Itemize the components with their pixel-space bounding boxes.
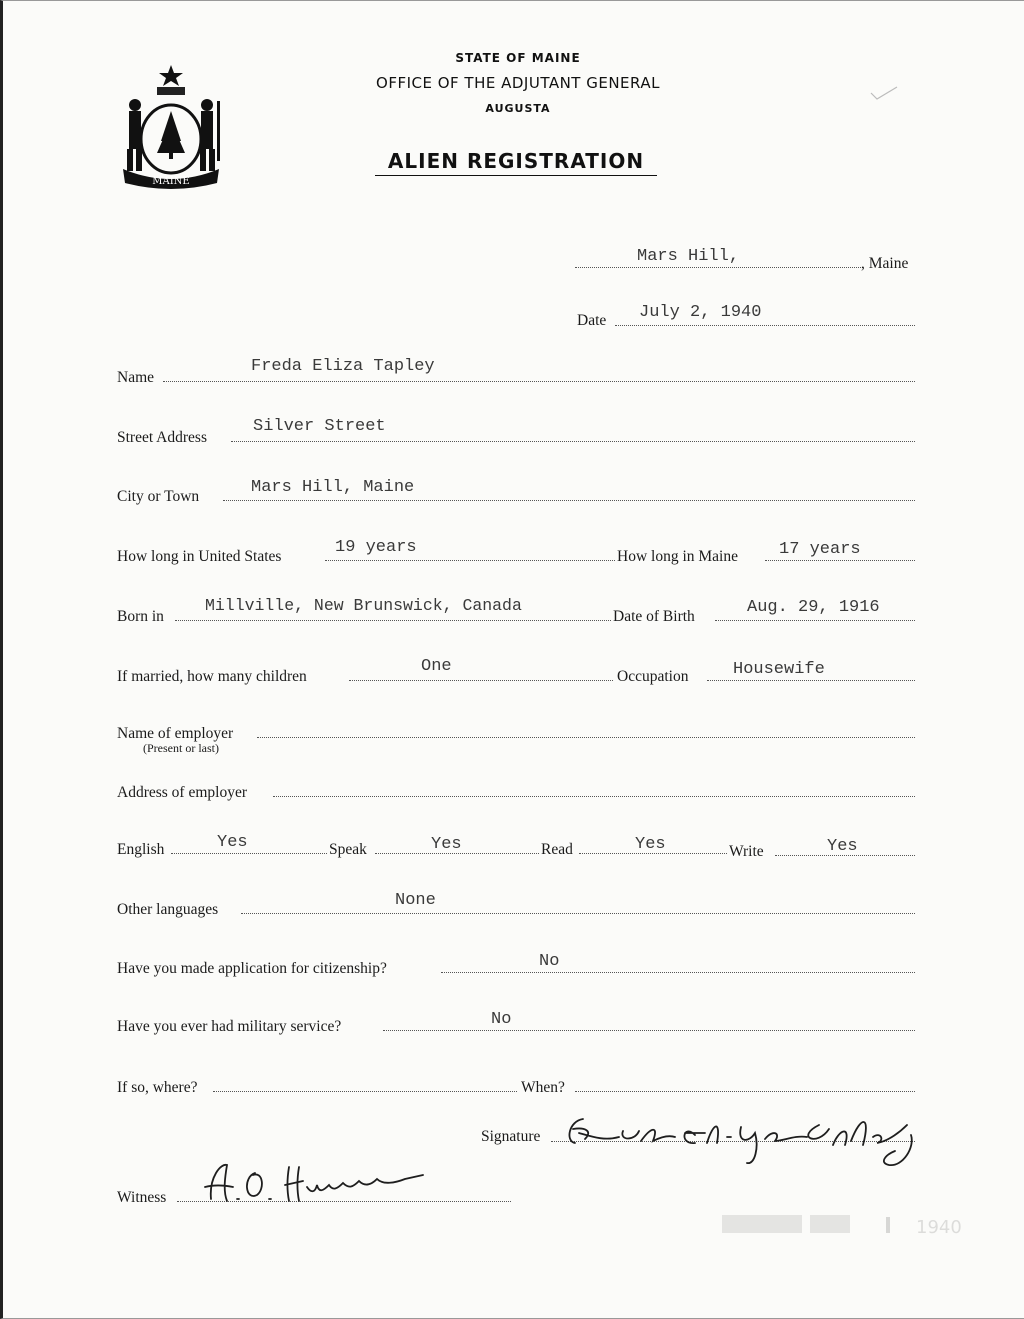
how-long-us-value[interactable]: 19 years (335, 538, 417, 557)
maine-state-seal-icon (113, 61, 229, 191)
where-line[interactable] (213, 1091, 517, 1092)
employer-name-label: Name of employer (117, 725, 234, 742)
date-line (615, 325, 915, 326)
children-value[interactable]: One (421, 657, 452, 676)
employer-address-line[interactable] (273, 796, 915, 797)
english-line (171, 853, 327, 854)
when-label: When? (521, 1079, 565, 1096)
date-label: Date (577, 312, 607, 329)
citizenship-line (441, 972, 915, 973)
date-value[interactable]: July 2, 1940 (639, 303, 762, 322)
speak-label: Speak (329, 841, 367, 858)
citizenship-value[interactable]: No (539, 952, 560, 971)
street-address-line (231, 441, 915, 442)
office-heading: OFFICE OF THE ADJUTANT GENERAL (376, 74, 660, 92)
how-long-us-label: How long in United States (117, 548, 282, 565)
name-label: Name (117, 369, 155, 386)
city-town-label: City or Town (117, 488, 200, 505)
stamp-year: 1940 (916, 1217, 962, 1238)
how-long-maine-label: How long in Maine (617, 548, 738, 565)
where-label: If so, where? (117, 1079, 198, 1096)
other-languages-line (241, 913, 915, 914)
children-label: If married, how many children (117, 668, 307, 685)
english-label: English (117, 841, 165, 858)
name-line (163, 381, 915, 382)
write-value[interactable]: Yes (827, 837, 858, 856)
witness-label: Witness (117, 1189, 167, 1206)
date-of-birth-value[interactable]: Aug. 29, 1916 (747, 598, 880, 617)
date-of-birth-label: Date of Birth (613, 608, 695, 625)
when-line[interactable] (575, 1091, 915, 1092)
other-languages-label: Other languages (117, 901, 219, 918)
state-heading: STATE OF MAINE (455, 51, 581, 65)
read-value[interactable]: Yes (635, 835, 666, 854)
citizenship-label: Have you made application for citizenship? (117, 960, 387, 977)
place-suffix-label: , Maine (861, 255, 909, 272)
occupation-line (707, 680, 915, 681)
military-service-value[interactable]: No (491, 1010, 512, 1029)
military-service-line (383, 1030, 915, 1031)
seal-banner-text: MAINE (152, 176, 190, 187)
occupation-label: Occupation (617, 668, 689, 685)
city-town-value[interactable]: Mars Hill, Maine (251, 478, 415, 497)
signature-label: Signature (481, 1128, 541, 1145)
born-in-label: Born in (117, 608, 164, 625)
how-long-maine-value[interactable]: 17 years (779, 540, 861, 559)
other-languages-value[interactable]: None (395, 891, 436, 910)
place-line (575, 267, 863, 268)
name-value[interactable]: Freda Eliza Tapley (251, 357, 435, 376)
military-service-label: Have you ever had military service? (117, 1018, 342, 1035)
place-value[interactable]: Mars Hill, (637, 247, 740, 266)
read-label: Read (541, 841, 573, 858)
form-title: ALIEN REGISTRATION (375, 149, 657, 176)
city-town-line (223, 500, 915, 501)
write-label: Write (729, 843, 764, 860)
city-heading: AUGUSTA (485, 102, 551, 115)
street-address-value[interactable]: Silver Street (253, 417, 386, 436)
applicant-signature (555, 1107, 925, 1177)
children-line (349, 680, 613, 681)
speak-value[interactable]: Yes (431, 835, 462, 854)
received-stamp (718, 1209, 968, 1239)
born-in-value[interactable]: Millville, New Brunswick, Canada (205, 596, 522, 615)
born-in-line (175, 620, 611, 621)
employer-name-line[interactable] (257, 737, 915, 738)
employer-address-label: Address of employer (117, 784, 247, 801)
occupation-value[interactable]: Housewife (733, 660, 825, 679)
witness-signature (199, 1157, 439, 1209)
english-value[interactable]: Yes (217, 833, 248, 852)
employer-name-note: (Present or last) (143, 741, 219, 755)
date-of-birth-line (715, 620, 915, 621)
street-address-label: Street Address (117, 429, 207, 446)
how-long-maine-line (765, 560, 915, 561)
check-mark-icon (869, 83, 899, 103)
how-long-us-line (325, 560, 615, 561)
